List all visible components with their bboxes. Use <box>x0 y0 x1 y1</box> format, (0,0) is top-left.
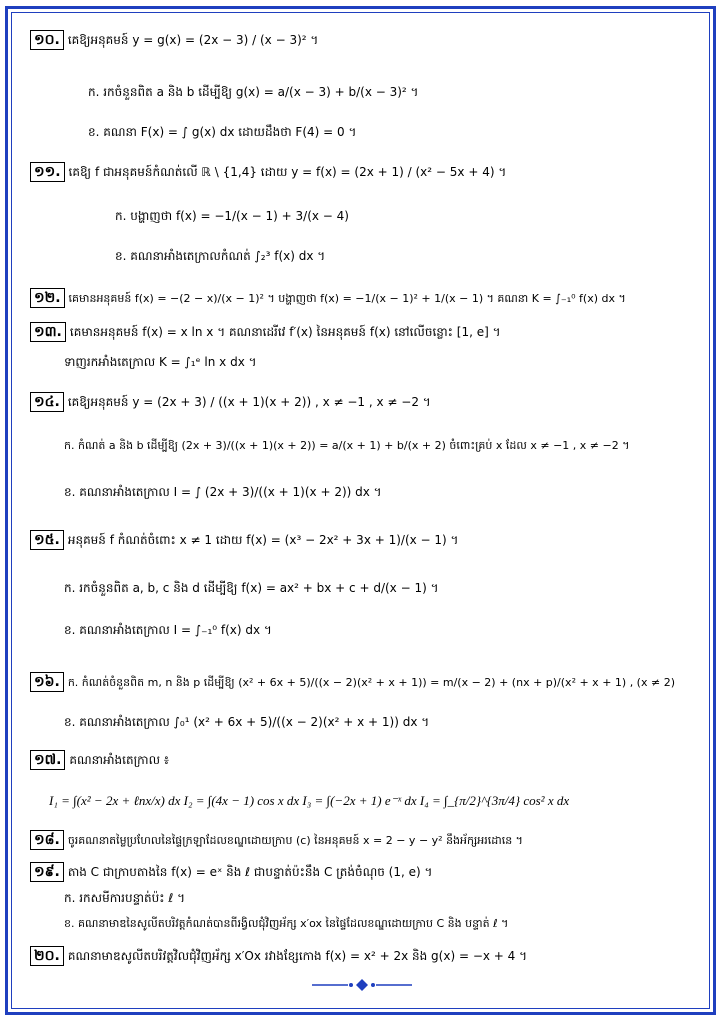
problem-14-part-b <box>64 486 382 498</box>
problem-text: ខ. គណនាអាំងតេក្រាល I = ∫₋₁⁰ f(x) dx ។ <box>64 623 272 637</box>
problem-10-part-b <box>88 126 356 138</box>
integral-list: I₁ = ∫(x² − 2x + ℓnx/x) dx I₂ = ∫(4x − 1) cos x dx I₃ = ∫(−2x + 1) e⁻ˣ dx I₄ = ∫_{π/2}^{3π/4} cos² x dx <box>49 793 570 808</box>
problem-number: ១៣. <box>30 322 66 342</box>
problem-text: តាង C ជាក្រាបតាងនៃ f(x) = eˣ និង ℓ ជាបន្ទាត់ប៉ះនឹង C ត្រង់ចំណុច (1, e) ។ <box>67 865 433 879</box>
problem-number: ១០. <box>30 30 64 50</box>
problem-11-part-a <box>115 210 349 222</box>
problem-text: ក. បង្ហាញថា f(x) = −1/(x − 1) + 3/(x − 4) <box>115 209 349 223</box>
problem-text: គណនាអាំងតេក្រាល ៖ <box>69 753 170 767</box>
problem-17-integrals <box>46 794 572 807</box>
problem-text: គណនាមាឌសូលីតបរិវត្តវិលជុំវិញអ័ក្ស x′Ox រវាងខ្សែកោង f(x) = x² + 2x និង g(x) = −x + 4 ។ <box>67 949 528 963</box>
problem-text: ខ. គណនាអាំងតេក្រាល I = ∫ (2x + 3)/((x + 1)(x + 2)) dx ។ <box>64 485 382 499</box>
problem-16-statement <box>30 672 675 692</box>
problem-text: ក. កំណត់ a និង b ដើម្បីឱ្យ (2x + 3)/((x + 1)(x + 2)) = a/(x + 1) + b/(x + 2) ចំពោះគ្រប់ x ដែល x ≠ −1 , x ≠ −2 ។ <box>64 439 630 452</box>
problem-text: គេឱ្យអនុគមន៍ y = (2x + 3) / ((x + 1)(x + 2)) , x ≠ −1 , x ≠ −2 ។ <box>67 395 431 409</box>
problem-number: ១១. <box>30 162 65 182</box>
problem-text: គេឱ្យ f ជាអនុគមន៍កំណត់លើ ℝ \ {1,4} ដោយ y = f(x) = (2x + 1) / (x² − 5x + 4) ។ <box>68 165 507 179</box>
problem-15-part-b <box>64 624 272 636</box>
problem-13-statement <box>30 322 501 342</box>
problem-15-part-a <box>64 582 439 594</box>
problem-10-part-a <box>88 86 418 98</box>
problem-20-statement <box>30 946 527 966</box>
problem-text: ក. រកចំនួនពិត a និង b ដើម្បីឱ្យ g(x) = a/(x − 3) + b/(x − 3)² ។ <box>88 85 419 99</box>
problem-19-statement <box>30 862 432 882</box>
problem-text: គេមានអនុគមន៍ f(x) = −(2 − x)/(x − 1)² ។ បង្ហាញថា f(x) = −1/(x − 1)² + 1/(x − 1) ។ គណនា K = ∫₋₁⁰ f(x) dx ។ <box>68 291 626 305</box>
problem-number: ១២. <box>30 288 65 308</box>
problem-text: ទាញរកអាំងតេក្រាល K = ∫₁ᵉ ln x dx ។ <box>64 355 257 369</box>
problem-text: គេមានអនុគមន៍ f(x) = x ln x ។ គណនាដេរីវេ f′(x) នៃអនុគមន៍ f(x) នៅលើចន្លោះ [1, e] ។ <box>69 325 501 339</box>
problem-14-part-a <box>64 440 629 451</box>
problem-number: ១៩. <box>30 862 64 882</box>
problem-text: ខ. គណនាមាឌនៃសូលីតបរិវត្តកំណត់បានពីរង្វិលជុំវិញអ័ក្ស x′ox នៃផ្ទៃដែលខណ្ឌដោយក្រាប C និង បន្ទាត់ ℓ ។ <box>64 917 509 930</box>
problem-number: ១៤. <box>30 392 64 412</box>
problem-11-part-b <box>115 250 325 262</box>
problem-19-part-b <box>64 918 508 929</box>
problem-text: ខ. គណនា F(x) = ∫ g(x) dx ដោយដឹងថា F(4) = 0 ។ <box>88 125 357 139</box>
problem-15-statement <box>30 530 458 550</box>
problem-10-statement <box>30 30 318 50</box>
problem-12-statement <box>30 288 626 308</box>
problem-number: ១៦. <box>30 672 64 692</box>
problem-number: ១៥. <box>30 530 64 550</box>
problem-text: ក. រកចំនួនពិត a, b, c និង d ដើម្បីឱ្យ f(x) = ax² + bx + c + d/(x − 1) ។ <box>64 581 439 595</box>
problem-text: ក. រកសមីការបន្ទាត់ប៉ះ ℓ ។ <box>64 891 185 905</box>
problem-text: ខ. គណនាអាំងតេក្រាលកំណត់ ∫₂³ f(x) dx ។ <box>115 249 326 263</box>
problem-16-part-b <box>64 716 429 728</box>
problem-19-part-a <box>64 892 185 904</box>
problem-number: ១៧. <box>30 750 65 770</box>
problem-text: ក. កំណត់ចំនួនពិត m, n និង p ដើម្បីឱ្យ (x² + 6x + 5)/((x − 2)(x² + x + 1)) = m/(x − 2) + (nx + p)/(x² + x + 1) , (x ≠ 2) <box>67 675 675 689</box>
problem-text: ចូរគណនាតម្លៃប្រហែលនៃផ្ទៃក្រឡាដែលខណ្ឌដោយក្រាប (c) នៃអនុគមន៍ x = 2 − y − y² នឹងអ័ក្សអរដោនេ ។ <box>67 833 523 847</box>
problem-17-statement <box>30 750 169 770</box>
problem-11-statement <box>30 162 506 182</box>
problem-14-statement <box>30 392 431 412</box>
problem-13-part <box>64 356 257 368</box>
problem-18-statement <box>30 830 523 850</box>
decorative-divider-ornament <box>310 978 414 992</box>
problem-text: ខ. គណនាអាំងតេក្រាល ∫₀¹ (x² + 6x + 5)/((x − 2)(x² + x + 1)) dx ។ <box>64 715 430 729</box>
problem-text: អនុគមន៍ f កំណត់ចំពោះ x ≠ 1 ដោយ f(x) = (x³ − 2x² + 3x + 1)/(x − 1) ។ <box>67 533 459 547</box>
problem-number: ២០. <box>30 946 64 966</box>
problem-number: ១៨. <box>30 830 64 850</box>
problem-text: គេឱ្យអនុគមន៍ y = g(x) = (2x − 3) / (x − 3)² ។ <box>67 33 319 47</box>
